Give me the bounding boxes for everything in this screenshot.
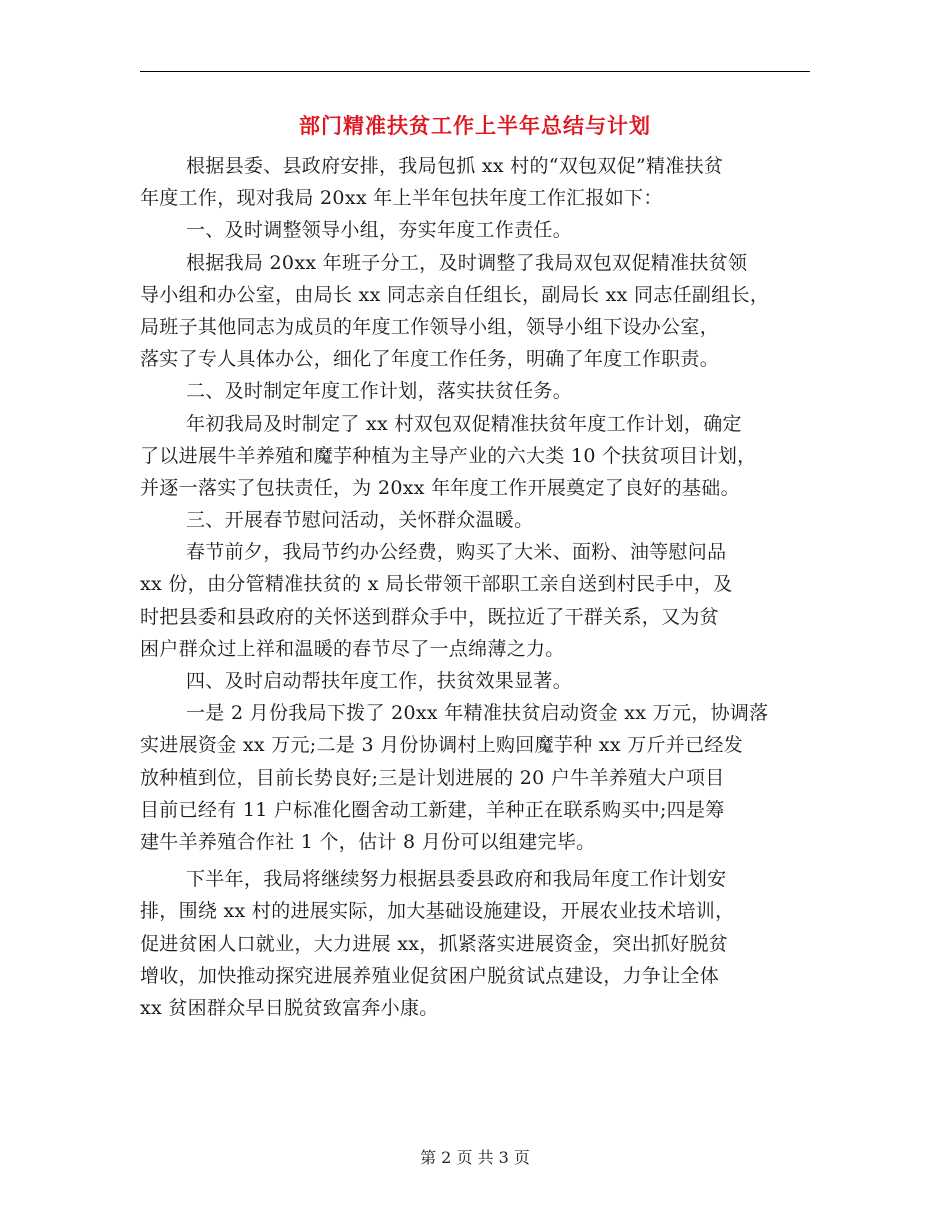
body-line: 并逐一落实了包扶责任，为 20xx 年年度工作开展奠定了良好的基础。 bbox=[140, 476, 740, 499]
section-heading: 四、及时启动帮扶年度工作，扶贫效果显著。 bbox=[186, 670, 573, 692]
body-line: 根据我局 20xx 年班子分工，及时调整了我局双包双促精准扶贫领 bbox=[186, 251, 748, 274]
body-line: 局班子其他同志为成员的年度工作领导小组，领导小组下设办公室， bbox=[140, 315, 720, 338]
body-line: 目前已经有 11 户标准化圈舍动工新建，羊种正在联系购买中;四是筹 bbox=[140, 798, 725, 821]
body-line: 排，围绕 xx 村的进展实际，加大基础设施建设，开展农业技术培训， bbox=[140, 900, 735, 923]
body-line: 导小组和办公室，由局长 xx 同志亲自任组长，副局长 xx 同志任副组长， bbox=[140, 283, 770, 306]
body-line: 放种植到位，目前长势良好;三是计划进展的 20 户牛羊养殖大户项目 bbox=[140, 766, 725, 789]
section-heading: 二、及时制定年度工作计划，落实扶贫任务。 bbox=[186, 380, 573, 403]
body-line: 实进展资金 xx 万元;二是 3 月份协调村上购回魔芋种 xx 万斤并已经发 bbox=[140, 734, 743, 757]
body-line: 根据县委、县政府安排，我局包抓 xx 村的“双包双促”精准扶贫 bbox=[186, 155, 724, 177]
section-heading: 三、开展春节慰问活动，关怀群众温暖。 bbox=[186, 509, 534, 532]
body-line: 春节前夕，我局节约办公经费，购买了大米、面粉、油等慰问品 bbox=[186, 541, 727, 564]
document-body bbox=[140, 150, 830, 1024]
body-line: 建牛羊养殖合作社 1 个，估计 8 月份可以组建完毕。 bbox=[140, 830, 596, 853]
body-line: 促进贫困人口就业，大力进展 xx，抓紧落实进展资金，突出抓好脱贫 bbox=[140, 932, 729, 955]
body-line: 落实了专人具体办公，细化了年度工作任务，明确了年度工作职责。 bbox=[140, 348, 720, 371]
body-line: 时把县委和县政府的关怀送到群众手中，既拉近了干群关系，又为贫 bbox=[140, 605, 720, 628]
body-line: 下半年，我局将继续努力根据县委县政府和我局年度工作计划安 bbox=[186, 868, 727, 891]
section-heading: 一、及时调整领导小组，夯实年度工作责任。 bbox=[186, 219, 573, 242]
page-footer: 第 2 页 共 3 页 bbox=[420, 1148, 530, 1167]
body-line: 年初我局及时制定了 xx 村双包双促精准扶贫年度工作计划，确定 bbox=[186, 412, 742, 435]
body-line: 困户群众过上祥和温暖的春节尽了一点绵薄之力。 bbox=[140, 637, 565, 660]
document-title: 部门精准扶贫工作上半年总结与计划 bbox=[299, 113, 651, 138]
header-rule bbox=[140, 71, 810, 72]
body-line: xx 份，由分管精准扶贫的 x 局长带领干部职工亲自送到村民手中，及 bbox=[140, 573, 733, 596]
body-line: xx 贫困群众早日脱贫致富奔小康。 bbox=[140, 996, 439, 1019]
body-line: 一是 2 月份我局下拨了 20xx 年精准扶贫启动资金 xx 万元，协调落 bbox=[186, 702, 769, 725]
body-line: 增收，加快推动探究进展养殖业促贫困户脱贫试点建设，力争让全体 bbox=[140, 964, 720, 987]
body-line: 了以进展牛羊养殖和魔芋种植为主导产业的六大类 10 个扶贫项目计划， bbox=[140, 444, 757, 467]
body-line: 年度工作，现对我局 20xx 年上半年包扶年度工作汇报如下： bbox=[140, 187, 663, 210]
